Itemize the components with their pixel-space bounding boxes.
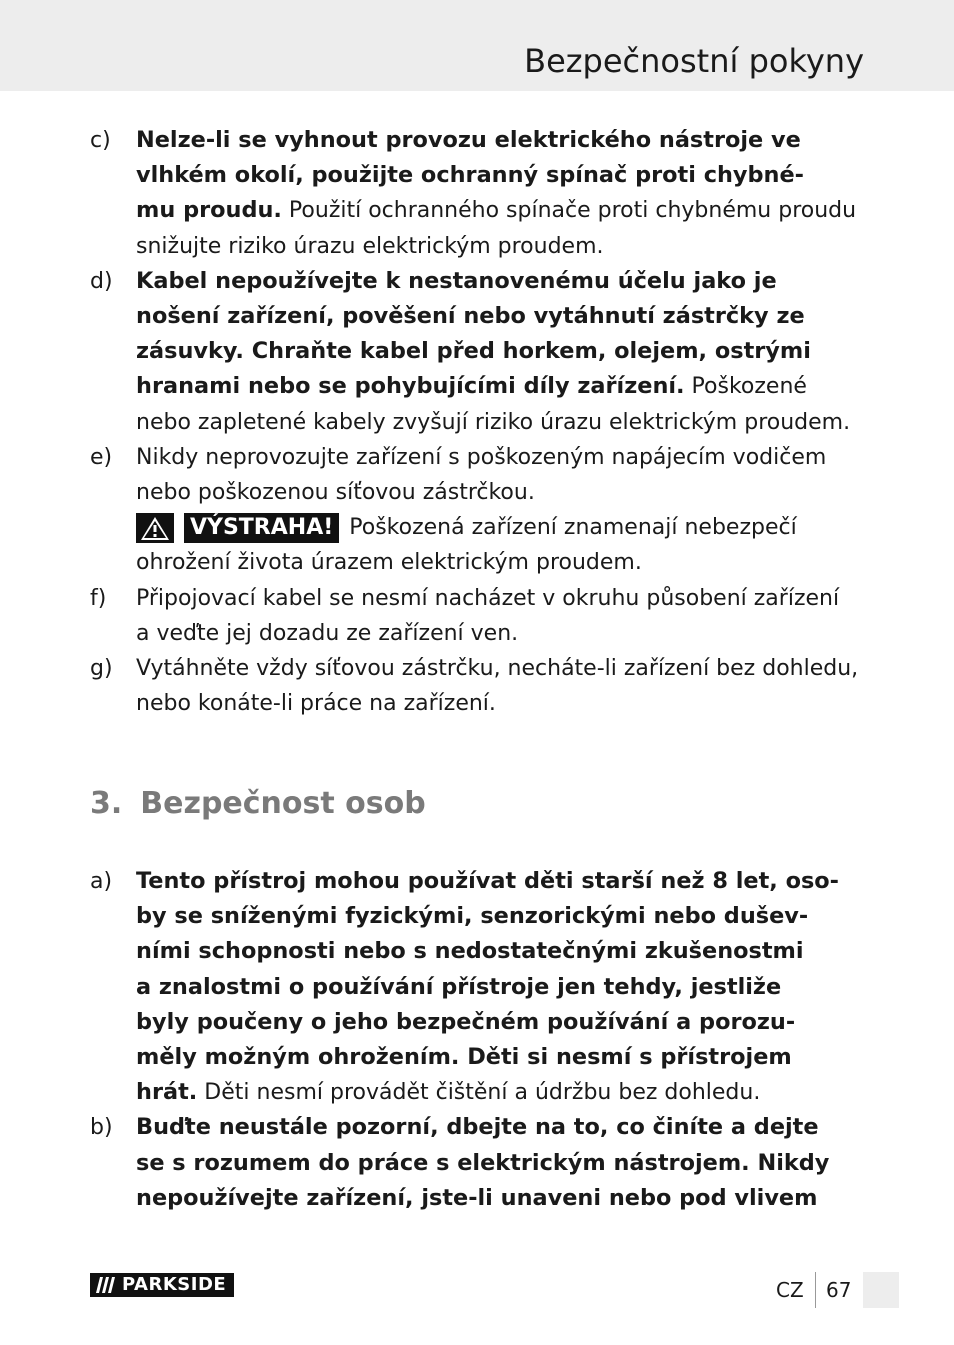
item-label: c): [90, 128, 111, 153]
normal-text: nebo zapletené kabely zvyšují riziko úrazu elektrickým proudem.: [136, 409, 851, 435]
text-line: [136, 299, 876, 334]
bold-text: by se sníženými fyzickými, senzorickými nebo dušev-: [136, 903, 809, 930]
header-title: Bezpečnostní pokyny: [524, 42, 864, 80]
normal-text: nebo poškozenou síťovou zástrčkou.: [136, 479, 535, 505]
normal-text: Poškozené: [684, 374, 807, 400]
text-line: [136, 1005, 876, 1040]
section-heading: [90, 786, 426, 821]
footer-divider: [815, 1272, 816, 1308]
brand-name: PARKSIDE: [120, 1273, 234, 1297]
text-line: [136, 970, 876, 1005]
bold-text: nepoužívejte zařízení, jste-li unaveni nebo pod vlivem: [136, 1184, 818, 1211]
text-line: [136, 475, 876, 510]
text-line: [136, 334, 876, 369]
section-number: 3.: [90, 786, 123, 821]
bold-text: ními schopnosti nebo s nedostatečnými zkušenostmi: [136, 938, 804, 965]
normal-text: Nikdy neprovozujte zařízení s poškozeným napájecím vodičem: [136, 444, 827, 470]
bold-text: Tento přístroj mohou používat děti starší než 8 let, oso-: [136, 868, 839, 894]
text-line: [136, 1040, 876, 1075]
warning-text: Poškozená zařízení znamenají nebezpečí: [349, 515, 797, 541]
normal-text: Vytáhněte vždy síťovou zástrčku, necháte-li zařízení bez dohledu,: [136, 656, 859, 681]
bold-text: vlhkém okolí, použijte ochranný spínač proti chybné-: [136, 162, 804, 189]
text-line: [136, 1075, 876, 1110]
bold-text: Buďte neustále pozorní, dbejte na to, co činíte a dejte: [136, 1114, 819, 1141]
bold-text: Kabel nepoužívejte k nestanovenému účelu jako je: [136, 267, 777, 294]
normal-text: Děti nesmí provádět čištění a údržbu bez dohledu.: [197, 1080, 761, 1106]
section-title: Bezpečnost osob: [140, 786, 426, 821]
item-label: b): [90, 1115, 113, 1141]
text-line: [136, 581, 876, 616]
text-line: [136, 934, 876, 969]
bold-text: Nelze-li se vyhnout provozu elektrického nástroje ve: [136, 127, 801, 153]
text-line: [136, 405, 876, 440]
text-line: [136, 264, 876, 299]
item-label: d): [90, 268, 113, 294]
item-label: f): [90, 585, 107, 611]
text-line: [136, 440, 876, 475]
text-line: [136, 616, 876, 651]
bold-text: hrát.: [136, 1079, 198, 1106]
normal-text: snižujte riziko úrazu elektrickým proudem.: [136, 233, 604, 259]
warning-text-continued: ohrožení života úrazem elektrickým proudem.: [136, 550, 642, 576]
text-line: [136, 899, 876, 934]
bold-text: měly možným ohrožením. Děti si nesmí s přístrojem: [136, 1043, 792, 1070]
warning-triangle-icon: [136, 513, 174, 543]
text-line: [136, 686, 876, 721]
footer-tab: [863, 1272, 899, 1308]
page-number: 67: [826, 1278, 852, 1302]
text-line: [136, 193, 876, 228]
text-line: [136, 1146, 876, 1181]
bold-text: se s rozumem do práce s elektrickým nástrojem. Nikdy: [136, 1149, 830, 1176]
bold-text: mu proudu.: [136, 197, 282, 224]
item-label: g): [90, 656, 113, 681]
page-header: [0, 0, 954, 91]
text-line: [136, 158, 876, 193]
text-line: [136, 1181, 876, 1216]
bold-text: a znalostmi o používání přístroje jen tehdy, jestliže: [136, 973, 782, 1000]
text-line: [136, 123, 876, 158]
normal-text: a veďte jej dozadu ze zařízení ven.: [136, 620, 519, 646]
normal-text: Připojovací kabel se nesmí nacházet v okruhu působení zařízení: [136, 585, 840, 611]
item-label: e): [90, 444, 113, 470]
text-line: [136, 1110, 876, 1145]
bold-text: zásuvky. Chraňte kabel před horkem, olejem, ostrými: [136, 338, 811, 365]
bold-text: hranami nebo se pohybujícími díly zařízení.: [136, 373, 685, 400]
footer-language: CZ: [776, 1278, 804, 1302]
text-line: [136, 651, 876, 686]
warning-badge: VÝSTRAHA!: [184, 513, 339, 543]
text-line: [136, 369, 876, 404]
text-line: [136, 229, 876, 264]
normal-text: nebo konáte-li práce na zařízení.: [136, 691, 496, 717]
warning-line: [136, 510, 876, 545]
bold-text: nošení zařízení, pověšení nebo vytáhnutí zástrčky ze: [136, 302, 805, 329]
item-label: a): [90, 869, 113, 894]
normal-text: Použití ochranného spínače proti chybnému proudu: [281, 198, 857, 224]
brand-logo: [90, 1273, 234, 1297]
logo-stripes-icon: [90, 1273, 120, 1297]
text-line: [136, 864, 876, 899]
bold-text: byly poučeny o jeho bezpečném používání a porozu-: [136, 1008, 796, 1035]
